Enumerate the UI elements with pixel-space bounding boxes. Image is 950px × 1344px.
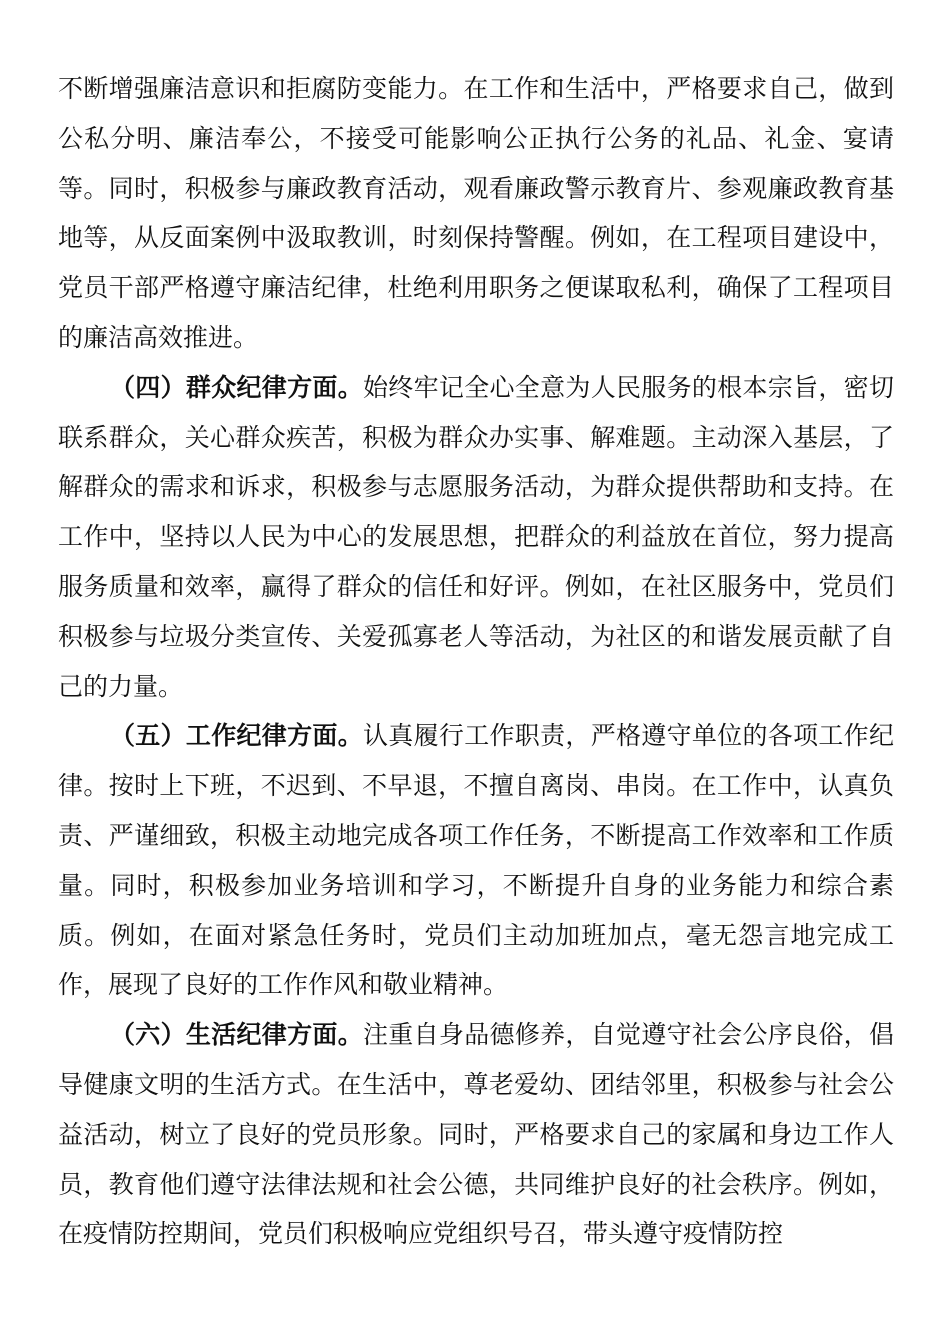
paragraph-work-discipline (58, 711, 894, 1010)
paragraph-text: 认真履行工作职责，严格遵守单位的各项工作纪律。按时上下班，不迟到、不早退，不擅自离岗、串岗。在工作中，认真负责、严谨细致，积极主动地完成各项工作任务，不断提高工作效率和工作质量。同时，积极参加业务培训和学习，不断提升自身的业务能力和综合素质。例如，在面对紧急任务时，党员们主动加班加点，毫无怨言地完成工作，展现了良好的工作作风和敬业精神。 (58, 721, 894, 1000)
section-heading: （五）工作纪律方面。 (110, 721, 363, 751)
paragraph-mass-discipline (58, 363, 894, 712)
paragraph-text: 不断增强廉洁意识和拒腐防变能力。在工作和生活中，严格要求自己，做到公私分明、廉洁奉公，不接受可能影响公正执行公务的礼品、礼金、宴请等。同时，积极参与廉政教育活动，观看廉政警示教育片、参观廉政教育基地等，从反面案例中汲取教训，时刻保持警醒。例如，在工程项目建设中，党员干部严格遵守廉洁纪律，杜绝利用职务之便谋取私利，确保了工程项目的廉洁高效推进。 (58, 74, 894, 352)
paragraph-integrity-discipline-continued (58, 64, 894, 363)
section-heading: （六）生活纪律方面。 (110, 1020, 363, 1050)
paragraph-life-discipline (58, 1010, 894, 1259)
paragraph-text: 始终牢记全心全意为人民服务的根本宗旨，密切联系群众，关心群众疾苦，积极为群众办实事、解难题。主动深入基层，了解群众的需求和诉求，积极参与志愿服务活动，为群众提供帮助和支持。在工作中，坚持以人民为中心的发展思想，把群众的利益放在首位，努力提高服务质量和效率，赢得了群众的信任和好评。例如，在社区服务中，党员们积极参与垃圾分类宣传、关爱孤寡老人等活动，为社区的和谐发展贡献了自己的力量。 (58, 372, 894, 701)
paragraph-text: 注重自身品德修养，自觉遵守社会公序良俗，倡导健康文明的生活方式。在生活中，尊老爱幼、团结邻里，积极参与社会公益活动，树立了良好的党员形象。同时，严格要求自己的家属和身边工作人员，教育他们遵守法律法规和社会公德，共同维护良好的社会秩序。例如，在疫情防控期间，党员们积极响应党组织号召，带头遵守疫情防控 (58, 1020, 894, 1249)
section-heading: （四）群众纪律方面。 (110, 372, 363, 402)
document-page (58, 64, 894, 1259)
